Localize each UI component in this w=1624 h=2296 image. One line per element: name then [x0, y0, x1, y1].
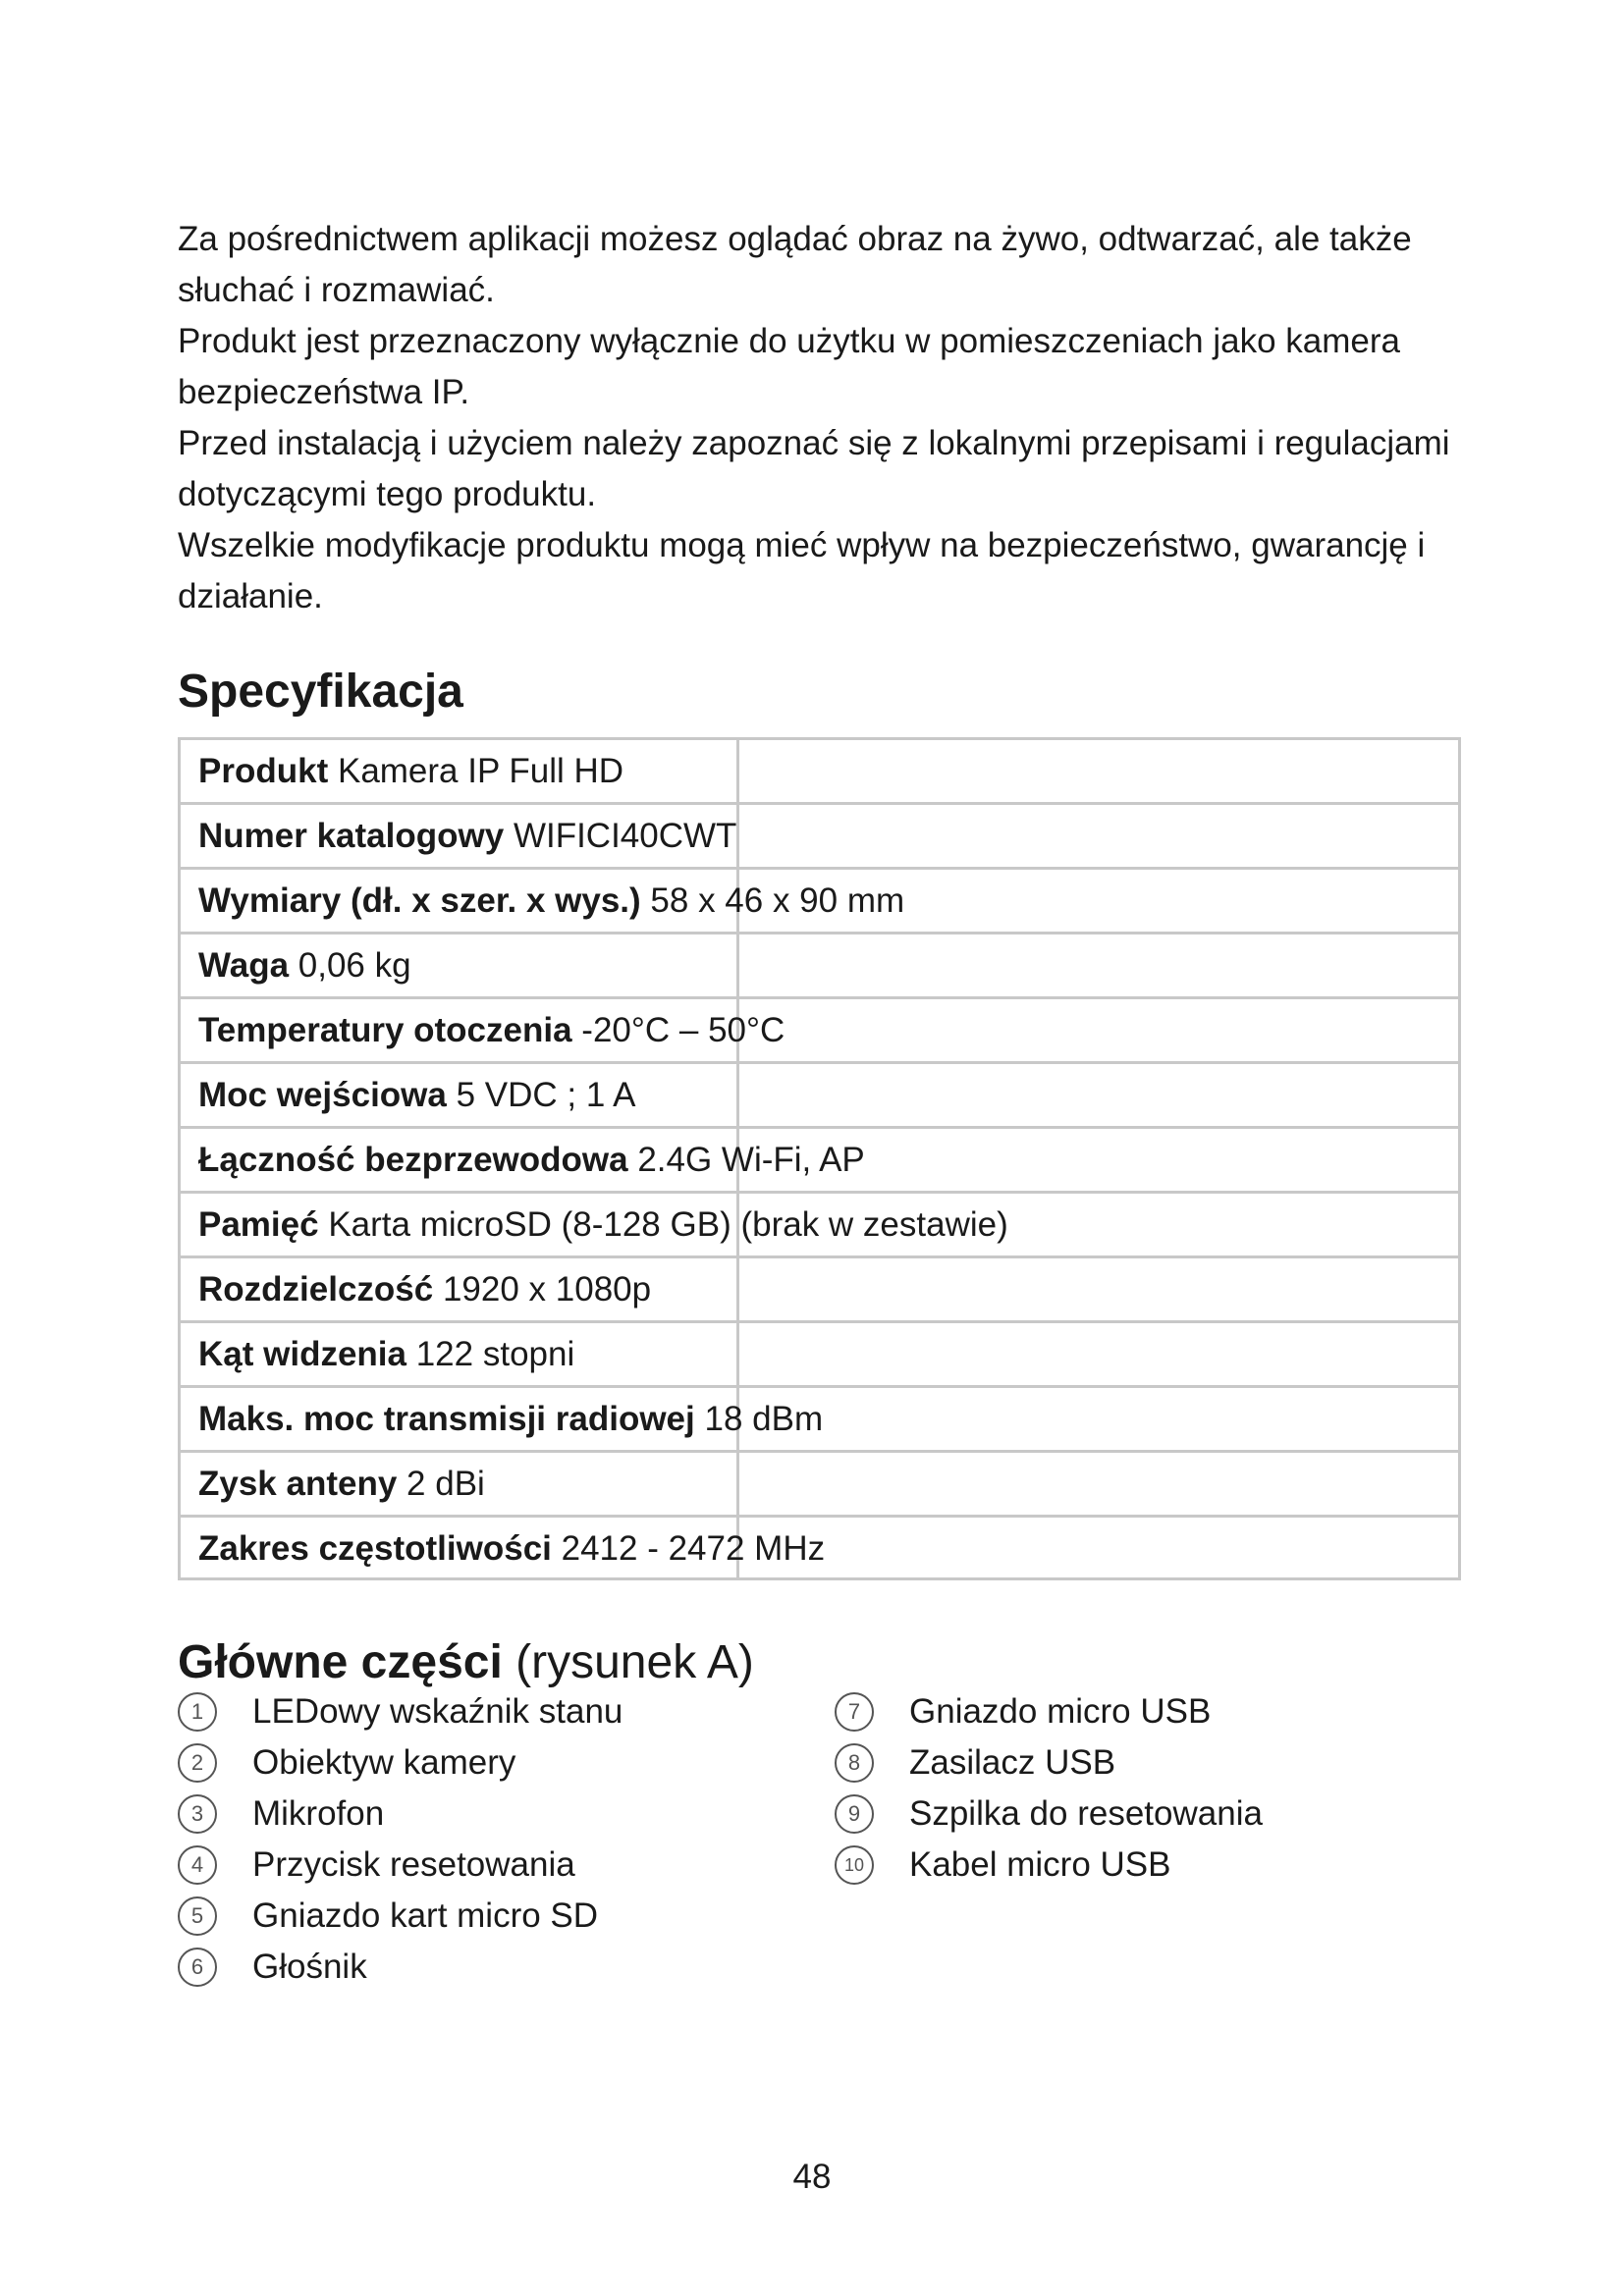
list-item [835, 1840, 1263, 1891]
part-name: Zasilacz USB [909, 1743, 1116, 1782]
list-item [835, 1789, 1263, 1840]
part-number-badge: 2 [178, 1743, 217, 1783]
part-number-badge: 8 [835, 1743, 874, 1783]
part-name: Mikrofon [252, 1794, 385, 1833]
page-number: 48 [792, 2158, 832, 2196]
spec-label: Zakres częstotliwości [198, 1529, 552, 1568]
table-row [181, 1258, 1458, 1323]
table-row [181, 934, 1458, 999]
spec-label: Maks. moc transmisji radiowej [198, 1400, 695, 1438]
spec-label: Kąt widzenia [198, 1335, 406, 1373]
spec-value: 1920 x 1080p [442, 1270, 652, 1308]
table-row [181, 740, 1458, 805]
part-name: Gniazdo kart micro SD [252, 1896, 599, 1935]
intro-paragraph: Przed instalacją i użyciem należy zapoznać się z lokalnymi przepisami i regulacjami dotyczącymi tego produktu. [178, 424, 1450, 513]
part-name: Szpilka do resetowania [909, 1794, 1263, 1833]
list-item [178, 1789, 623, 1840]
intro-paragraph: Wszelkie modyfikacje produktu mogą mieć wpływ na bezpieczeństwo, gwarancję i działanie. [178, 526, 1426, 615]
spec-value: 122 stopni [415, 1335, 575, 1373]
part-name: Obiektyw kamery [252, 1743, 516, 1782]
spec-value: 0,06 kg [298, 946, 411, 985]
spec-value: -20°C – 50°C [581, 1011, 785, 1049]
table-row [181, 1388, 1458, 1453]
table-row [181, 1129, 1458, 1194]
spec-value: 2.4G Wi-Fi, AP [637, 1141, 865, 1179]
table-row [181, 1064, 1458, 1129]
spec-label: Numer katalogowy [198, 817, 505, 855]
part-number-badge: 7 [835, 1692, 874, 1732]
spec-value: Kamera IP Full HD [337, 752, 624, 790]
list-item [178, 1840, 623, 1891]
list-item [835, 1686, 1263, 1737]
part-name: Przycisk resetowania [252, 1845, 575, 1884]
intro-text [178, 214, 1493, 622]
spec-label: Temperatury otoczenia [198, 1011, 572, 1049]
spec-label: Waga [198, 946, 290, 985]
part-name: LEDowy wskaźnik stanu [252, 1692, 623, 1731]
list-item [178, 1737, 623, 1789]
intro-paragraph: Produkt jest przeznaczony wyłącznie do użytku w pomieszczeniach jako kamera bezpieczeństwa IP. [178, 322, 1401, 411]
part-number-badge: 4 [178, 1845, 217, 1885]
part-number-badge: 6 [178, 1948, 217, 1987]
list-item [178, 1942, 623, 1993]
list-item [178, 1686, 623, 1737]
part-number-badge: 1 [178, 1692, 217, 1732]
table-row [181, 999, 1458, 1064]
table-row [181, 805, 1458, 870]
table-row [181, 1453, 1458, 1518]
spec-heading: Specyfikacja [178, 666, 463, 718]
spec-value: 2 dBi [406, 1465, 485, 1503]
spec-value: 58 x 46 x 90 mm [650, 881, 905, 920]
spec-value: Karta microSD (8-128 GB) (brak w zestawie) [328, 1205, 1008, 1244]
parts-list-left [178, 1686, 623, 1993]
spec-value: 18 dBm [704, 1400, 824, 1438]
spec-label: Zysk anteny [198, 1465, 398, 1503]
part-number-badge: 3 [178, 1794, 217, 1834]
table-row [181, 870, 1458, 934]
spec-value: WIFICI40CWT [513, 817, 737, 855]
part-name: Gniazdo micro USB [909, 1692, 1212, 1731]
part-name: Kabel micro USB [909, 1845, 1171, 1884]
spec-label: Łączność bezprzewodowa [198, 1141, 628, 1179]
spec-table [178, 737, 1461, 1580]
spec-value: 5 VDC ; 1 A [456, 1076, 636, 1114]
spec-label: Wymiary (dł. x szer. x wys.) [198, 881, 641, 920]
spec-label: Rozdzielczość [198, 1270, 434, 1308]
spec-label: Moc wejściowa [198, 1076, 447, 1114]
spec-label: Produkt [198, 752, 329, 790]
list-item [178, 1891, 623, 1942]
part-number-badge: 5 [178, 1896, 217, 1936]
part-name: Głośnik [252, 1948, 367, 1986]
parts-list-right [835, 1686, 1263, 1891]
parts-heading-title: Główne części [178, 1636, 503, 1688]
spec-value: 2412 - 2472 MHz [561, 1529, 826, 1568]
parts-heading-figure-ref: (rysunek A) [515, 1636, 754, 1688]
spec-label: Pamięć [198, 1205, 319, 1244]
intro-paragraph: Za pośrednictwem aplikacji możesz oglądać obraz na żywo, odtwarzać, ale także słuchać i rozmawiać. [178, 220, 1412, 309]
list-item [835, 1737, 1263, 1789]
part-number-badge: 10 [835, 1845, 874, 1885]
part-number-badge: 9 [835, 1794, 874, 1834]
table-row [181, 1194, 1458, 1258]
table-row [181, 1323, 1458, 1388]
parts-heading [178, 1633, 754, 1692]
table-row [181, 1518, 1458, 1582]
